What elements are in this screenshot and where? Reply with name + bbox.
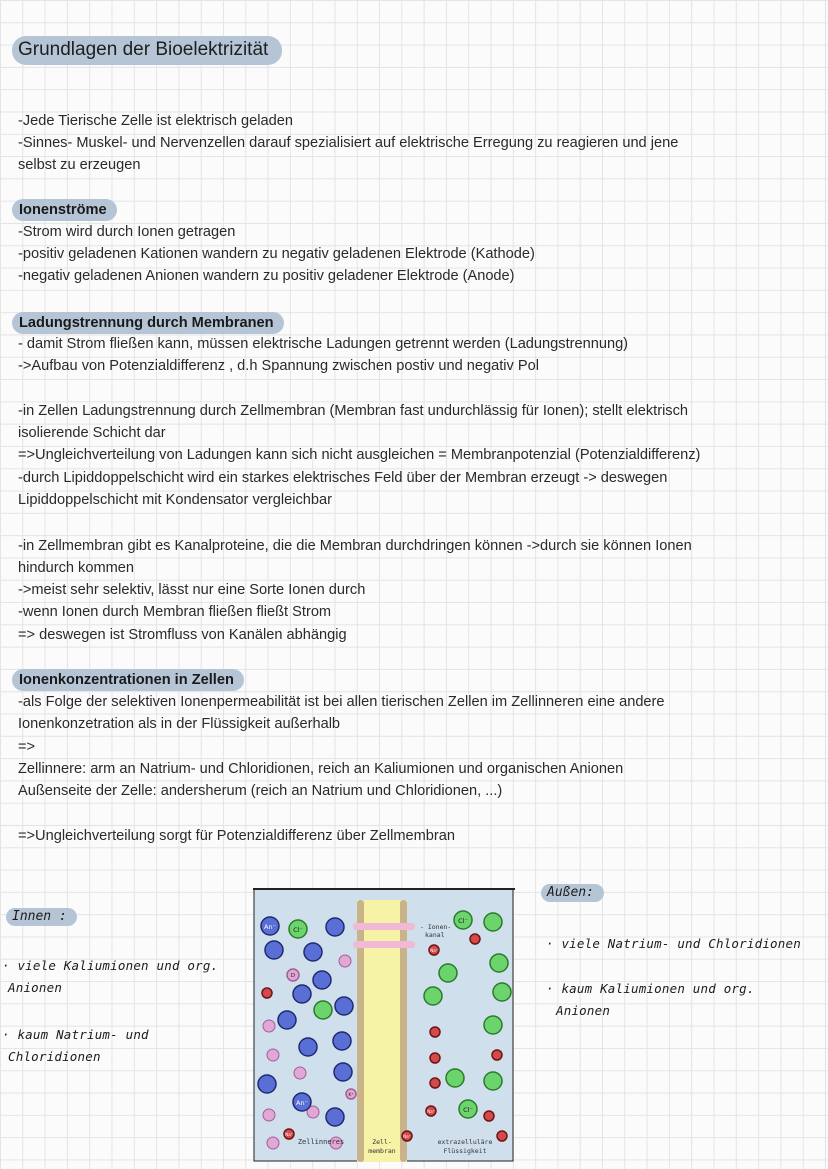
potassium-marker-label: K⁺ [348,1093,354,1098]
aussen-line-3: Anionen [556,1003,611,1018]
anion-particle [263,1109,275,1121]
intro-line-3: selbst zu erzeugen [18,157,141,173]
ionenkonzentrationen-line-2: Ionenkonzetration als in der Flüssigkeit außerhalb [18,716,341,732]
chloride-ion [493,983,511,1001]
innen-line-2: Anionen [8,980,63,995]
chloride-ion [490,954,508,972]
aussen-line-1: · viele Natrium- und Chloridionen [546,936,801,951]
anion-marker-label: An⁻ [296,1099,308,1107]
anion-particle [263,1020,275,1032]
innen-line-1: · viele Kaliumionen und org. [2,958,219,973]
potassium-ion [335,997,353,1015]
anion-particle [294,1067,306,1079]
anion-particle [339,955,351,967]
sodium-ion [484,1111,494,1121]
anion-particle [267,1049,279,1061]
chloride-ion [484,913,502,931]
ladungstrennung-block2-line-3: =>Ungleichverteilung von Ladungen kann sich nicht ausgleichen = Membranpotenzial (Potenzialdifferenz) [18,447,701,463]
potassium-ion [265,941,283,959]
innen-line-4: Chloridionen [8,1049,101,1064]
aussen-heading: Außen: [541,884,604,902]
sodium-marker-label: Na⁺ [285,1132,293,1137]
potassium-ion [304,943,322,961]
ladungstrennung-block2-line-5: Lipiddoppelschicht mit Kondensator vergleichbar [18,492,332,508]
sodium-marker-label: Na⁺ [430,948,438,953]
intro-line-1: -Jede Tierische Zelle ist elektrisch geladen [18,113,293,129]
sodium-ion [430,1027,440,1037]
sodium-ion [492,1050,502,1060]
ionenstroeme-line-3: -negativ geladenen Anionen wandern zu positiv geladener Elektrode (Anode) [18,268,515,284]
potassium-ion [333,1032,351,1050]
ionenkonzentrationen-line-3: => [18,739,36,755]
potassium-ion [258,1075,276,1093]
ladungstrennung-line-2: ->Aufbau von Potenzialdifferenz , d.h Spannung zwischen postiv und negativ Pol [18,358,539,374]
label-membrane-2: membran [368,1147,396,1155]
chloride-ion [424,987,442,1005]
label-outside-1: extrazelluläre [437,1138,493,1146]
ladungstrennung-block2-line-4: -durch Lipiddoppelschicht wird ein starkes elektrisches Feld über der Membran erzeugt -> deswegen [18,470,668,486]
ionenkonzentrationen-line-4: Zellinnere: arm an Natrium- und Chloridionen, reich an Kaliumionen und organischen Anionen [18,761,624,777]
potassium-ion [293,985,311,1003]
chloride-ion [484,1016,502,1034]
potassium-ion [326,1108,344,1126]
ladungstrennung-block3-line-5: => deswegen ist Stromfluss von Kanälen abhängig [18,627,347,643]
ionenkonzentrationen-conclusion: =>Ungleichverteilung sorgt für Potenzialdifferenz über Zellmembran [18,828,455,844]
ladungstrennung-line-1: - damit Strom fließen kann, müssen elektrische Ladungen getrennt werden (Ladungstrennung) [18,336,629,352]
ladungstrennung-block3-line-1: -in Zellmembran gibt es Kanalproteine, die die Membran durchdringen können ->durch sie können Ionen [18,538,692,554]
anion-marker-label: An⁻ [264,923,276,931]
intro-line-2: -Sinnes- Muskel- und Nervenzellen darauf spezialisiert auf elektrische Erregung zu reagieren und jene [18,135,679,151]
anion-particle [267,1137,279,1149]
page-title: Grundlagen der Bioelektrizität [12,36,282,65]
innen-line-3: · kaum Natrium- und [2,1027,149,1042]
label-outside-2: Flüssigkeit [443,1147,487,1155]
chloride-marker-label: Cl⁻ [463,1106,473,1114]
channel-label-1: - Ionen- [420,923,452,931]
chloride-ion [446,1069,464,1087]
ionenstroeme-line-2: -positiv geladenen Kationen wandern zu negativ geladenen Elektrode (Kathode) [18,246,535,262]
heading-ladungstrennung: Ladungstrennung durch Membranen [12,312,284,334]
aussen-line-2: · kaum Kaliumionen und org. [546,981,755,996]
ion-channel-top [353,923,415,930]
ladungstrennung-block3-line-2: hindurch kommen [18,560,134,576]
ionenstroeme-line-1: -Strom wird durch Ionen getragen [18,224,236,240]
innen-heading: Innen : [6,908,77,926]
sodium-marker-label: Na⁺ [403,1134,411,1139]
label-membrane-1: Zell- [372,1138,392,1146]
membrane-core [357,900,407,1162]
sodium-marker-label: Na⁺ [427,1109,435,1114]
ladungstrennung-block3-line-3: ->meist sehr selektiv, lässt nur eine Sorte Ionen durch [18,582,366,598]
chloride-ion [484,1072,502,1090]
sodium-ion [497,1131,507,1141]
ionenkonzentrationen-line-5: Außenseite der Zelle: andersherum (reich an Natrium und Chloridionen, ...) [18,783,503,799]
potassium-ion [278,1011,296,1029]
potassium-ion [326,918,344,936]
chloride-marker-label: Cl⁻ [458,917,468,925]
ladungstrennung-block3-line-4: -wenn Ionen durch Membran fließen fließt Strom [18,604,332,620]
ladungstrennung-block2-line-2: isolierende Schicht dar [18,425,166,441]
potassium-ion [334,1063,352,1081]
heading-ionenkonzentrationen: Ionenkonzentrationen in Zellen [12,669,244,691]
ion-channel-bottom [353,941,415,948]
membrane-right-layer [400,900,407,1162]
sodium-ion [430,1078,440,1088]
potassium-ion [313,971,331,989]
heading-ionenstroeme: Ionenströme [12,199,117,221]
chloride-ion [314,1001,332,1019]
sodium-ion [430,1053,440,1063]
potassium-ion [299,1038,317,1056]
membrane-diagram [253,880,515,1162]
anion-marker-small-label: D [290,973,296,979]
chloride-ion [439,964,457,982]
chloride-marker-label: Cl⁻ [293,926,303,934]
sodium-ion [262,988,272,998]
sodium-ion [470,934,480,944]
channel-label-2: kanal [425,931,445,939]
membrane-left-layer [357,900,364,1162]
ionenkonzentrationen-line-1: -als Folge der selektiven Ionenpermeabilität ist bei allen tierischen Zellen im Zellinneren eine andere [18,694,665,710]
ladungstrennung-block2-line-1: -in Zellen Ladungstrennung durch Zellmembran (Membran fast undurchlässig für Ionen); stellt elektrisch [18,403,689,419]
label-inside: Zellinneres [297,1138,345,1146]
